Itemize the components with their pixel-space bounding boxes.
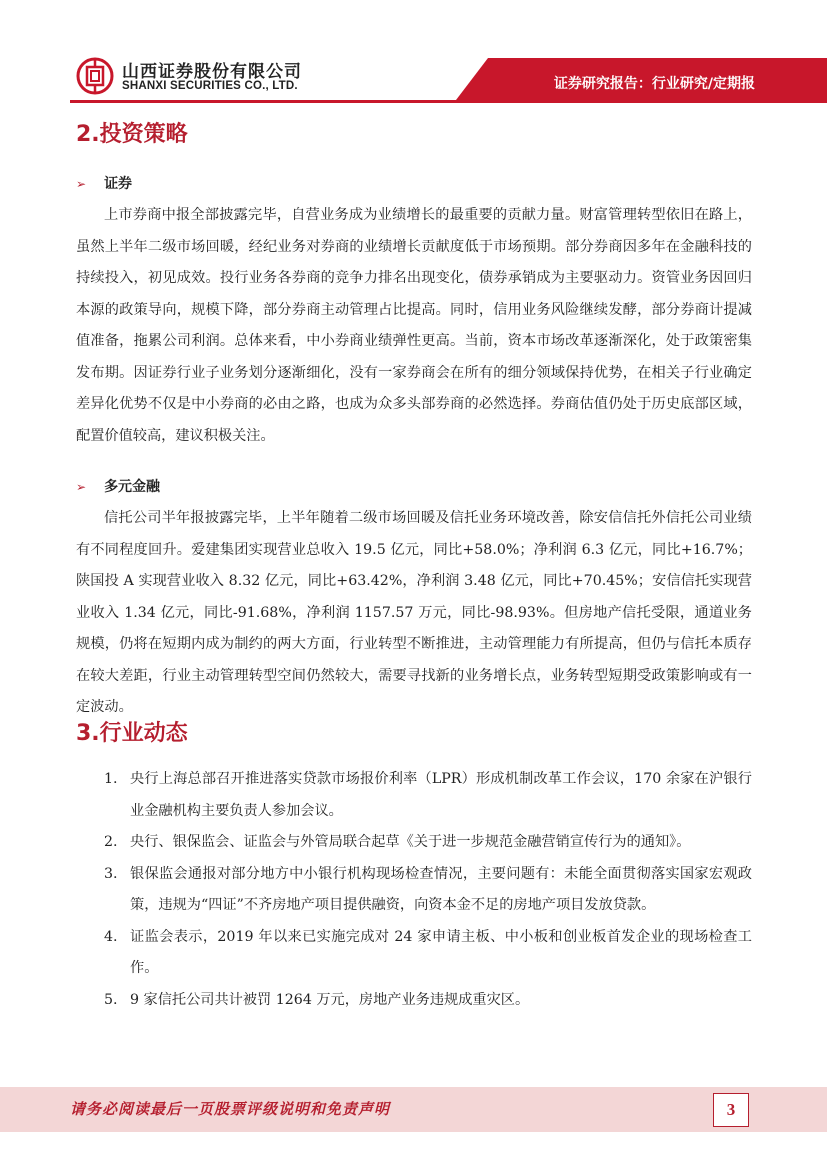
page-header xyxy=(0,0,827,112)
report-type-label: 证券研究报告：行业研究/定期报 xyxy=(553,76,755,92)
page-number: 3 xyxy=(713,1093,749,1127)
list-item xyxy=(76,859,752,922)
subsection-heading-label: 证券 xyxy=(104,176,133,192)
list-item-number: 2. xyxy=(104,834,118,850)
header-red-band xyxy=(0,0,827,112)
arrow-bullet-icon: ➢ xyxy=(76,480,87,494)
subsection-heading-securities xyxy=(76,173,132,193)
list-item-text: 银保监会通报对部分地方中小银行机构现场检查情况，主要问题有：未能全面贯彻落实国家宏观政策，违规为“四证”不齐房地产项目提供融资，向资本金不足的房地产项目发放贷款。 xyxy=(130,865,752,913)
arrow-bullet-icon: ➢ xyxy=(76,177,87,191)
footer-disclaimer: 请务必阅读最后一页股票评级说明和免责声明 xyxy=(70,1100,391,1118)
list-item-number: 3. xyxy=(104,865,118,882)
list-item-text: 央行、银保监会、证监会与外管局联合起草《关于进一步规范金融营销宣传行为的通知》。 xyxy=(130,834,691,850)
list-item xyxy=(76,827,752,859)
company-name-cn: 山西证券股份有限公司 xyxy=(122,62,302,82)
list-item-text: 央行上海总部召开推进落实贷款市场报价利率（LPR）形成机制改革工作会议，170 余家在沪银行业金融机构主要负责人参加会议。 xyxy=(130,771,752,819)
list-item xyxy=(76,764,752,827)
section-title-news: 3.行业动态 xyxy=(76,721,188,746)
list-item xyxy=(76,985,752,1017)
diversified-finance-paragraph: 信托公司半年报披露完毕，上半年随着二级市场回暖及信托业务环境改善，除安信信托外信托公司业绩有不同程度回升。爱建集团实现营业总收入 19.5 亿元，同比+58.0%；净利润 6.3 亿元，同比+16.7%；陕国投 A 实现营业收入 8.32 亿元，同比+63.42%，净利润 3.48 亿元，同比+70.45%；安信信托实现营业收入 1.34 亿元，同比-91.68%，净利润 1157.57 万元，同比-98.93%。但房地产信托受限，通道业务规模，仍将在短期内成为制约的两大方面，行业转型不断推进，主动管理能力有所提高，但仍与信托本质存在较大差距，行业主动管理转型空间仍然较大，需要寻找新的业务增长点，业务转型短期受政策影响或有一定波动。 xyxy=(76,510,752,715)
company-logo-icon xyxy=(76,57,114,95)
list-item xyxy=(76,922,752,985)
section-title-strategy: 2.投资策略 xyxy=(76,122,188,147)
list-item-text: 证监会表示，2019 年以来已实施完成对 24 家申请主板、中小板和创业板首发企业的现场检查工作。 xyxy=(130,928,752,976)
company-name-en: SHANXI SECURITIES CO., LTD. xyxy=(122,80,298,92)
news-list xyxy=(76,764,752,1016)
list-item-number: 5. xyxy=(104,991,118,1008)
subsection-heading-label: 多元金融 xyxy=(104,479,161,495)
header-divider xyxy=(70,100,827,103)
list-item-text: 9 家信托公司共计被罚 1264 万元，房地产业务违规成重灾区。 xyxy=(130,991,530,1008)
list-item-number: 4. xyxy=(104,928,118,945)
list-item-number: 1. xyxy=(104,771,118,787)
securities-paragraph: 上市券商中报全部披露完毕，自营业务成为业绩增长的最重要的贡献力量。财富管理转型依旧在路上，虽然上半年二级市场回暖，经纪业务对券商的业绩增长贡献度低于市场预期。部分券商因多年在金融科技的持续投入，初见成效。投行业务各券商的竞争力排名出现变化，债券承销成为主要驱动力。资管业务因回归本源的政策导向，规模下降，部分券商主动管理占比提高。同时，信用业务风险继续发酵，部分券商计提减值准备，拖累公司利润。总体来看，中小券商业绩弹性更高。当前，资本市场改革逐渐深化，处于政策密集发布期。因证券行业子业务划分逐渐细化，没有一家券商会在所有的细分领域保持优势，在相关子行业确定差异化优势不仅是中小券商的必由之路，也成为众多头部券商的必然选择。券商估值仍处于历史底部区域，配置价值较高，建议积极关注。 xyxy=(76,207,752,444)
subsection-heading-diversified xyxy=(76,476,160,496)
